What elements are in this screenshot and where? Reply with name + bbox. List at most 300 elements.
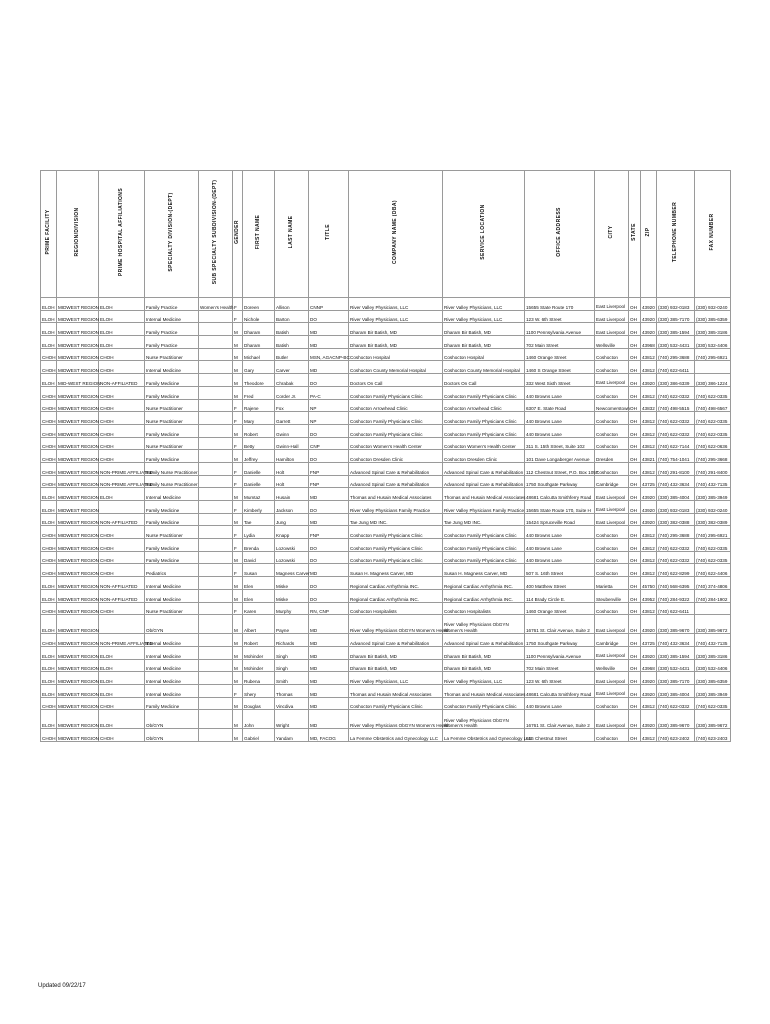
table-cell: OH [629, 589, 641, 602]
table-cell: Pediatrics [145, 564, 199, 577]
table-cell: PA-C [309, 386, 349, 399]
table-cell: OH [629, 659, 641, 672]
table-cell [199, 646, 233, 659]
table-row [41, 589, 731, 602]
table-cell: Robert [243, 634, 275, 647]
table-cell: ELOH [41, 672, 57, 685]
table-cell: Dresden [595, 450, 629, 463]
table-cell: River Valley Physicians, LLC [349, 672, 443, 685]
table-cell: Family Medicine [145, 539, 199, 552]
table-cell: (740) 432-3634 [657, 634, 695, 647]
table-cell: CHOH [99, 399, 145, 412]
table-cell: (740) 432-7135 [695, 475, 731, 488]
table-cell: MD [309, 672, 349, 685]
table-cell: F [233, 399, 243, 412]
table-cell: DO [309, 450, 349, 463]
table-cell: Tae Jung MD INC. [349, 513, 443, 526]
table-cell [199, 589, 233, 602]
table-cell: CHOH [41, 412, 57, 425]
column-header [145, 171, 199, 298]
table-cell: Regional Cardiac Arrhythmia INC. [443, 589, 525, 602]
table-cell: 440 Browns Lane [525, 386, 595, 399]
column-header-label: PRIME HOSPITAL AFFILIATIONS [117, 188, 124, 277]
table-cell: MIDWEST REGION [57, 336, 99, 349]
table-cell: M [233, 386, 243, 399]
table-cell: Women's Health [199, 298, 233, 311]
table-cell: MIDWEST REGION [57, 615, 99, 634]
table-cell: CHOH [99, 361, 145, 374]
table-cell: Family Medicine [145, 551, 199, 564]
table-cell [99, 501, 145, 514]
table-cell: La Femme Obstetrics and Gynecology LLC [349, 729, 443, 742]
table-cell [199, 488, 233, 501]
table-cell: 656 Chestnut Street [525, 729, 595, 742]
table-cell: Dharam Bir Batish, MD [443, 323, 525, 336]
table-cell: (740) 622-6411 [657, 602, 695, 615]
table-cell: 400 Matthew Street [525, 577, 595, 590]
table-cell: Family Practice [145, 323, 199, 336]
table-cell: MD, FACOG [309, 729, 349, 742]
table-cell: M [233, 729, 243, 742]
table-cell: Advanced Spinal Care & Rehabilitation [349, 475, 443, 488]
table-cell: CHOH [41, 526, 57, 539]
table-row [41, 336, 731, 349]
table-cell: OH [629, 551, 641, 564]
table-cell: MD [309, 564, 349, 577]
table-cell: East Liverpool [595, 513, 629, 526]
table-cell: Thomas and Husain Medical Associates [349, 488, 443, 501]
table-cell: David [243, 551, 275, 564]
table-cell [199, 386, 233, 399]
table-cell: NON-AFFILIATED [99, 513, 145, 526]
table-cell: FNP [309, 462, 349, 475]
table-cell: Coshocton Arrowhead Clinic [349, 399, 443, 412]
table-cell: Mumtaz [243, 488, 275, 501]
table-cell: M [233, 634, 243, 647]
table-cell: 15424 Spruceville Road [525, 513, 595, 526]
table-cell: OH [629, 577, 641, 590]
table-cell: Chrabak [275, 374, 309, 387]
table-cell: (330) 532-4431 [657, 336, 695, 349]
table-cell: Rubena [243, 672, 275, 685]
table-cell: (330) 385-9670 [657, 710, 695, 729]
table-cell: MD [309, 646, 349, 659]
table-cell: (740) 622-0335 [695, 386, 731, 399]
table-cell: OH [629, 412, 641, 425]
column-header-label: REGION/DIVISION [73, 207, 80, 257]
table-cell: East Liverpool [595, 323, 629, 336]
table-cell: Coshocton [595, 526, 629, 539]
table-cell: Gwinn [275, 424, 309, 437]
table-cell [199, 437, 233, 450]
table-cell: F [233, 684, 243, 697]
column-header [233, 171, 243, 298]
table-cell: Rajene [243, 399, 275, 412]
table-row [41, 424, 731, 437]
table-cell: NON-PRIME AFFILIATED [99, 462, 145, 475]
table-row [41, 539, 731, 552]
table-cell: Susan [243, 564, 275, 577]
table-cell: OH [629, 513, 641, 526]
table-cell: (740) 622-0335 [695, 412, 731, 425]
table-cell: Gabriel [243, 729, 275, 742]
table-cell [199, 323, 233, 336]
column-header-label: SERVICE LOCATION [479, 204, 486, 261]
table-cell: Advanced Spinal Care & Rehabilitation [349, 462, 443, 475]
table-cell: Coshocton [595, 462, 629, 475]
table-cell: ELOH [99, 672, 145, 685]
table-cell: 43920 [641, 298, 657, 311]
table-row [41, 646, 731, 659]
table-cell: 440 Browns Lane [525, 551, 595, 564]
table-cell: ELOH [99, 488, 145, 501]
table-cell: (330) 382-0389 [695, 513, 731, 526]
table-cell: (740) 432-7135 [695, 634, 731, 647]
table-cell: River Valley Physicians, LLC [443, 672, 525, 685]
table-cell: Smith [275, 672, 309, 685]
table-cell: 1100 Pennsylvania Avenue [525, 323, 595, 336]
table-cell: (740) 295-3688 [657, 348, 695, 361]
table-cell: Thomas [275, 684, 309, 697]
table-cell: ELOH [41, 310, 57, 323]
column-header-label: GENDER [233, 220, 240, 245]
table-cell: (740) 291-8400 [695, 462, 731, 475]
table-cell: Family Medicine [145, 697, 199, 710]
column-header [525, 171, 595, 298]
table-cell: M [233, 336, 243, 349]
table-cell: (330) 385-3186 [695, 646, 731, 659]
table-cell: East Liverpool [595, 646, 629, 659]
table-cell: Elen [243, 589, 275, 602]
table-cell: Coshocton [595, 551, 629, 564]
table-cell: CHOH [41, 450, 57, 463]
table-cell: Jung [275, 513, 309, 526]
table-cell: Ob/GYN [145, 615, 199, 634]
table-cell: Family Nurse Practitioner [145, 475, 199, 488]
table-cell: Regional Cardiac Arrhythmia INC. [443, 577, 525, 590]
table-cell: Nurse Practitioner [145, 348, 199, 361]
table-cell: MIDWEST REGION [57, 399, 99, 412]
table-cell: MIDWEST REGION [57, 551, 99, 564]
table-cell: 440 Browns Lane [525, 526, 595, 539]
table-cell: East Liverpool [595, 615, 629, 634]
table-cell: (330) 385-3949 [695, 684, 731, 697]
table-cell: Dharam [243, 336, 275, 349]
table-cell: 43725 [641, 634, 657, 647]
table-cell: Family Medicine [145, 450, 199, 463]
table-cell: 43812 [641, 564, 657, 577]
table-cell: Susan H. Magness Carver, MD [349, 564, 443, 577]
table-cell: CHOH [99, 386, 145, 399]
table-cell: MIDWEST REGION [57, 710, 99, 729]
table-cell: Douglas [243, 697, 275, 710]
table-cell: OH [629, 323, 641, 336]
table-cell: Coshocton County Memorial Hospital [349, 361, 443, 374]
table-row [41, 684, 731, 697]
table-cell: Advanced Spinal Care & Rehabilitation [443, 475, 525, 488]
table-cell: CHOH [41, 475, 57, 488]
table-cell: East Liverpool [595, 672, 629, 685]
table-cell: Coshocton Family Physicians Clinic [443, 697, 525, 710]
table-cell: Coshocton Hospital [443, 348, 525, 361]
table-cell: River Valley Physicians, LLC [349, 310, 443, 323]
table-cell: Richards [275, 634, 309, 647]
table-cell: ELOH [41, 615, 57, 634]
table-cell: Coshocton Family Physicians Clinic [443, 386, 525, 399]
table-cell: M [233, 323, 243, 336]
table-cell: F [233, 602, 243, 615]
table-cell: F [233, 298, 243, 311]
table-cell: Tae Jung MD INC. [443, 513, 525, 526]
table-cell [199, 374, 233, 387]
table-cell: OH [629, 348, 641, 361]
table-cell: Mary [243, 412, 275, 425]
table-row [41, 412, 731, 425]
table-cell: MIDWEST REGION [57, 697, 99, 710]
table-cell: (740) 622-6411 [657, 361, 695, 374]
table-cell: (330) 385-6359 [695, 672, 731, 685]
table-cell: Nurse Practitioner [145, 602, 199, 615]
table-cell: MIDWEST REGION [57, 659, 99, 672]
table-cell: M [233, 424, 243, 437]
table-cell: 43812 [641, 526, 657, 539]
table-cell: MIDWEST REGION [57, 323, 99, 336]
table-row [41, 298, 731, 311]
table-cell [199, 710, 233, 729]
table-cell: OH [629, 386, 641, 399]
table-cell: (330) 385-9670 [657, 615, 695, 634]
table-cell: 1460 Orange Street [525, 602, 595, 615]
table-cell: Miske [275, 577, 309, 590]
table-cell: ELOH [99, 298, 145, 311]
table-cell: 702 Main Street [525, 336, 595, 349]
table-cell: 43821 [641, 450, 657, 463]
table-cell: Regional Cardiac Arrhythmia INC. [349, 577, 443, 590]
column-header [641, 171, 657, 298]
table-cell: Lozowski [275, 551, 309, 564]
table-cell: (740) 374-4806 [695, 577, 731, 590]
table-row [41, 634, 731, 647]
table-cell: M [233, 646, 243, 659]
table-cell: East Liverpool [595, 684, 629, 697]
column-header-label: FIRST NAME [254, 215, 261, 250]
table-cell: (740) 498-6567 [695, 399, 731, 412]
table-cell: (740) 623-2402 [657, 729, 695, 742]
table-cell: 43812 [641, 729, 657, 742]
table-cell: Family Medicine [145, 374, 199, 387]
table-cell: CHOH [41, 437, 57, 450]
table-cell: OH [629, 615, 641, 634]
table-cell: Dharam Bir Batish, MD [349, 659, 443, 672]
table-cell: Danielle [243, 462, 275, 475]
table-row [41, 437, 731, 450]
table-cell: MIDWEST REGION [57, 539, 99, 552]
table-cell: MIDWEST REGION [57, 450, 99, 463]
table-cell [199, 602, 233, 615]
table-cell: 43812 [641, 437, 657, 450]
table-cell: Dharam [243, 323, 275, 336]
table-cell: (740) 622-8299 [657, 564, 695, 577]
table-cell: Singh [275, 646, 309, 659]
table-cell: (740) 622-0332 [657, 412, 695, 425]
table-cell [199, 539, 233, 552]
table-row [41, 348, 731, 361]
table-cell: (740) 284-1902 [695, 589, 731, 602]
table-cell: 16761 St. Clair Avenue, Suite 2 [525, 615, 595, 634]
table-cell [199, 513, 233, 526]
provider-table [40, 170, 731, 742]
table-cell: ELOH [41, 323, 57, 336]
column-header [695, 171, 731, 298]
table-cell: Newcomerstown [595, 399, 629, 412]
table-cell: Coshocton Family Physicians Clinic [349, 424, 443, 437]
header-row [41, 171, 731, 298]
table-row [41, 361, 731, 374]
table-cell: (740) 754-1041 [657, 450, 695, 463]
table-cell: CHOH [99, 602, 145, 615]
table-cell: Family Practice [145, 336, 199, 349]
table-cell: 43968 [641, 659, 657, 672]
table-cell [199, 462, 233, 475]
table-cell: (740) 291-8100 [657, 462, 695, 475]
table-cell: 43812 [641, 348, 657, 361]
table-cell: DO [309, 539, 349, 552]
table-cell: DO [309, 577, 349, 590]
table-cell: (330) 385-3949 [695, 488, 731, 501]
table-cell: ELOH [41, 374, 57, 387]
table-cell [199, 336, 233, 349]
table-cell: (330) 932-0240 [695, 298, 731, 311]
column-header [41, 171, 57, 298]
table-cell: CHOH [99, 729, 145, 742]
table-cell: Doctors On Call [349, 374, 443, 387]
column-header-label: LAST NAME [287, 216, 294, 249]
table-cell: Coshocton [595, 539, 629, 552]
table-cell: Steubenville [595, 589, 629, 602]
table-row [41, 729, 731, 742]
table-cell: MIDWEST REGION [57, 729, 99, 742]
table-cell [199, 361, 233, 374]
table-cell: MIDWEST REGION [57, 462, 99, 475]
table-cell: Ob/GYN [145, 710, 199, 729]
table-cell: RN, CNP [309, 602, 349, 615]
table-cell: (740) 432-3634 [657, 475, 695, 488]
table-cell: Coshocton [595, 348, 629, 361]
table-cell [199, 310, 233, 323]
table-cell: River Valley Physicians ObGYN Women's Health [443, 615, 525, 634]
table-cell: Internal Medicine [145, 589, 199, 602]
column-header [657, 171, 695, 298]
table-cell: 43920 [641, 672, 657, 685]
table-cell: OH [629, 684, 641, 697]
table-cell: 16761 St. Clair Avenue, Suite 2 [525, 710, 595, 729]
table-row [41, 697, 731, 710]
table-cell: DO [309, 424, 349, 437]
table-cell: OH [629, 437, 641, 450]
table-cell: 43920 [641, 323, 657, 336]
table-cell: Dharam Bir Batish, MD [349, 323, 443, 336]
table-cell [199, 697, 233, 710]
table-cell: Family Medicine [145, 424, 199, 437]
table-cell: F [233, 475, 243, 488]
table-cell: 1460 Orange Street [525, 348, 595, 361]
column-header-label: OFFICE ADDRESS [555, 207, 562, 258]
table-cell: 123 W. 6th Street [525, 672, 595, 685]
table-cell: Internal Medicine [145, 361, 199, 374]
table-cell: OH [629, 564, 641, 577]
table-cell: Lydia [243, 526, 275, 539]
table-cell: Yandam [275, 729, 309, 742]
table-cell: Coshocton Family Physicians Clinic [443, 551, 525, 564]
table-cell: La Femme Obstetrics and Gynecology LLC [443, 729, 525, 742]
table-cell: (330) 532-4406 [695, 659, 731, 672]
table-cell: OH [629, 672, 641, 685]
table-cell: MD [309, 513, 349, 526]
table-cell: Barton [275, 310, 309, 323]
column-header-label: COMPANY NAME (DBA) [391, 200, 398, 265]
table-cell: Cambridge [595, 634, 629, 647]
table-cell: Coshocton [595, 361, 629, 374]
table-cell: (740) 622-0332 [657, 539, 695, 552]
table-cell: OH [629, 539, 641, 552]
table-cell: 43812 [641, 697, 657, 710]
table-cell: Magness Carver [275, 564, 309, 577]
table-cell: (740) 295-6921 [695, 348, 731, 361]
table-row [41, 602, 731, 615]
table-cell: Coshocton Family Physicians Clinic [443, 424, 525, 437]
table-cell: Danielle [243, 475, 275, 488]
table-cell: Brenda [243, 539, 275, 552]
table-cell: M [233, 348, 243, 361]
table-cell: Husain [275, 488, 309, 501]
table-cell: OH [629, 298, 641, 311]
table-cell: Internal Medicine [145, 488, 199, 501]
table-cell: 43812 [641, 551, 657, 564]
table-cell [99, 615, 145, 634]
table-cell: (740) 295-3668 [695, 450, 731, 463]
table-cell: 43952 [641, 589, 657, 602]
table-cell: Albert [243, 615, 275, 634]
table-cell: Michael [243, 348, 275, 361]
table-cell: Coshocton Arrowhead Clinic [443, 399, 525, 412]
table-cell: 1750 Southgate Parkway [525, 634, 595, 647]
column-header-label: FAX NUMBER [708, 213, 715, 251]
table-cell: Hamilton [275, 450, 309, 463]
table-cell: MD [309, 361, 349, 374]
table-cell: Nurse Practitioner [145, 526, 199, 539]
table-cell: CHOH [41, 539, 57, 552]
table-cell: MIDWEST REGION [57, 564, 99, 577]
table-cell: Lozowski [275, 539, 309, 552]
table-cell: 15655 State Route 170 [525, 298, 595, 311]
table-cell: M [233, 551, 243, 564]
table-cell: CNP [309, 437, 349, 450]
table-cell: Family Nurse Practitioner [145, 462, 199, 475]
table-cell: Coshocton Dresden Clinic [349, 450, 443, 463]
table-cell: 440 Browns Lane [525, 424, 595, 437]
table-cell: NON-AFFILIATED [99, 589, 145, 602]
table-cell: (330) 385-7170 [657, 310, 695, 323]
table-cell: 1750 Southgate Parkway [525, 475, 595, 488]
table-cell: (740) 622-0335 [695, 539, 731, 552]
table-cell: Elen [243, 577, 275, 590]
table-cell: F [233, 526, 243, 539]
table-cell: (740) 622-0332 [657, 551, 695, 564]
table-cell: 6307 E. State Road [525, 399, 595, 412]
table-cell: MSN, AGACNP-BC [309, 348, 349, 361]
table-cell: M [233, 513, 243, 526]
table-cell: M [233, 577, 243, 590]
